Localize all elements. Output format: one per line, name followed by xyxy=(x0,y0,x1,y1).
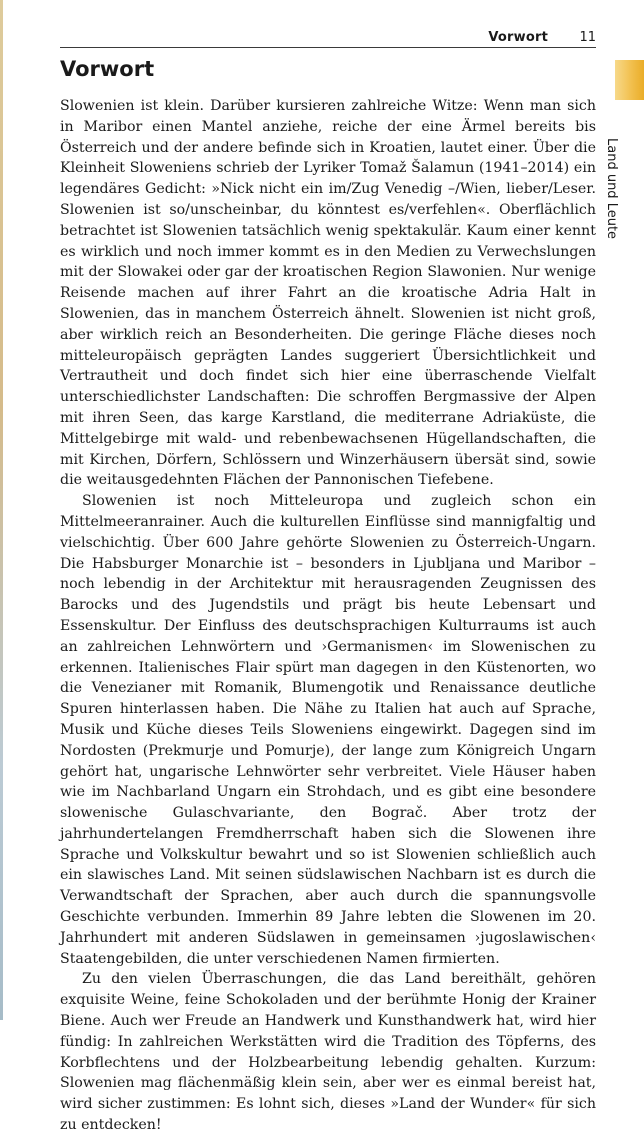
side-section-label: Land und Leute xyxy=(604,138,619,240)
chapter-title: Vorwort xyxy=(60,57,155,81)
body-text xyxy=(60,96,596,1136)
page-number: 11 xyxy=(579,30,596,45)
page-edge-strip xyxy=(0,0,3,1020)
side-section xyxy=(604,138,642,258)
body-paragraph-2: Slowenien ist noch Mitteleuropa und zugleich schon ein Mittelmeeranrainer. Auch die kulturellen Einflüsse sind mannigfaltig und vielschichtig. Über 600 Jahre gehörte Slowenien zu Österreich-Ungarn. Die Habsburger Monarchie ist – besonders in Ljubljana und Maribor – noch lebendig in der Architektur mit herausragenden Zeugnissen des Barocks und des Jugendstils und prägt bis heute Lebensart und Essenskultur. Der Einfluss des deutschsprachigen Kulturraums ist auch an zahlreichen Lehnwörtern und ›Germanismen‹ im Slowenischen zu erkennen. Italienisches Flair spürt man dagegen in den Küstenorten, wo die Venezianer mit Romanik, Blumengotik und Renaissance deutliche Spuren hinterlassen haben. Die Nähe zu Italien hat auch auf Sprache, Musik und Küche dieses Teils Sloweniens eingewirkt. Dagegen sind im Nordosten (Prekmurje und Pomurje), der lange zum Königreich Ungarn gehört hat, ungarische Lehnwörter sehr verbreitet. Viele Häuser haben wie im Nachbarland Ungarn ein Strohdach, und es gibt eine besondere slowenische Gulaschvariante, den Bograč. Aber trotz der jahrhundertelangen Fremdherrschaft haben sich die Slowenen ihre Sprache und Volkskultur bewahrt und so ist Slowenien schließlich auch ein slawisches Land. Mit seinen südslawischen Nachbarn ist es durch die Verwandtschaft der Sprachen, aber auch durch die spannungsvolle Geschichte verbunden. Immerhin 89 Jahre lebten die Slowenen im 20. Jahrhundert mit anderen Südslawen in gemeinsamen ›jugoslawischen‹ Staatengebilden, die unter verschiedenen Namen firmierten. xyxy=(60,493,596,967)
section-tab-marker xyxy=(615,60,644,100)
body-paragraph-3: Zu den vielen Überraschungen, die das Land bereithält, gehören exquisite Weine, feine Schokoladen und der berühmte Honig der Krainer Biene. Auch wer Freude an Handwerk und Kunsthandwerk hat, wird hier fündig: In zahlreichen Werkstätten wird die Tradition des Töpferns, des Korbflechtens und der Holzbearbeitung lebendig gehalten. Kurzum: Slowenien mag flächenmäßig klein sein, aber wer es einmal bereist hat, wird sicher zustimmen: Es lohnt sich, dieses »Land der Wunder« für sich zu entdecken! xyxy=(60,971,596,1134)
running-header-title: Vorwort xyxy=(488,30,548,45)
body-paragraph-1: Slowenien ist klein. Darüber kursieren zahlreiche Witze: Wenn man sich in Maribor einen Mantel anziehe, reiche der eine Ärmel bereits bis Österreich und der andere befinde sich in Kroatien, lautet einer. Über die Kleinheit Sloweniens schrieb der Lyriker Tomaž Šalamun (1941–2014) ein legendäres Gedicht: »Nick nicht ein im/Zug Venedig –/Wien, lieber/Leser. Slowenien ist so/unscheinbar, du könntest es/verfehlen«. Oberflächlich betrachtet ist Slowenien tatsächlich wenig spektakulär. Kaum einer kennt es wirklich und noch immer kommt es in den Medien zu Verwechslungen mit der Slowakei oder gar der kroatischen Region Slawonien. Nur wenige Reisende machen auf ihrer Fahrt an die kroatische Adria Halt in Slowenien, das in manchem Österreich ähnelt. Slowenien ist nicht groß, aber wirklich reich an Besonderheiten. Die geringe Fläche dieses noch mitteleuropäisch geprägten Landes suggeriert Übersichtlichkeit und Vertrautheit und doch findet sich hier eine überraschende Vielfalt unterschiedlichster Landschaften: Die schroffen Bergmassive der Alpen mit ihren Seen, das karge Karstland, die mediterrane Adriaküste, die Mittelgebirge mit wald- und rebenbewachsenen Hügellandschaften, die mit Kirchen, Dörfern, Schlössern und Winzerhäusern übersät sind, sowie die weitausgedehnten Flächen der Pannonischen Tiefebene. xyxy=(60,98,596,489)
running-header xyxy=(60,29,596,48)
